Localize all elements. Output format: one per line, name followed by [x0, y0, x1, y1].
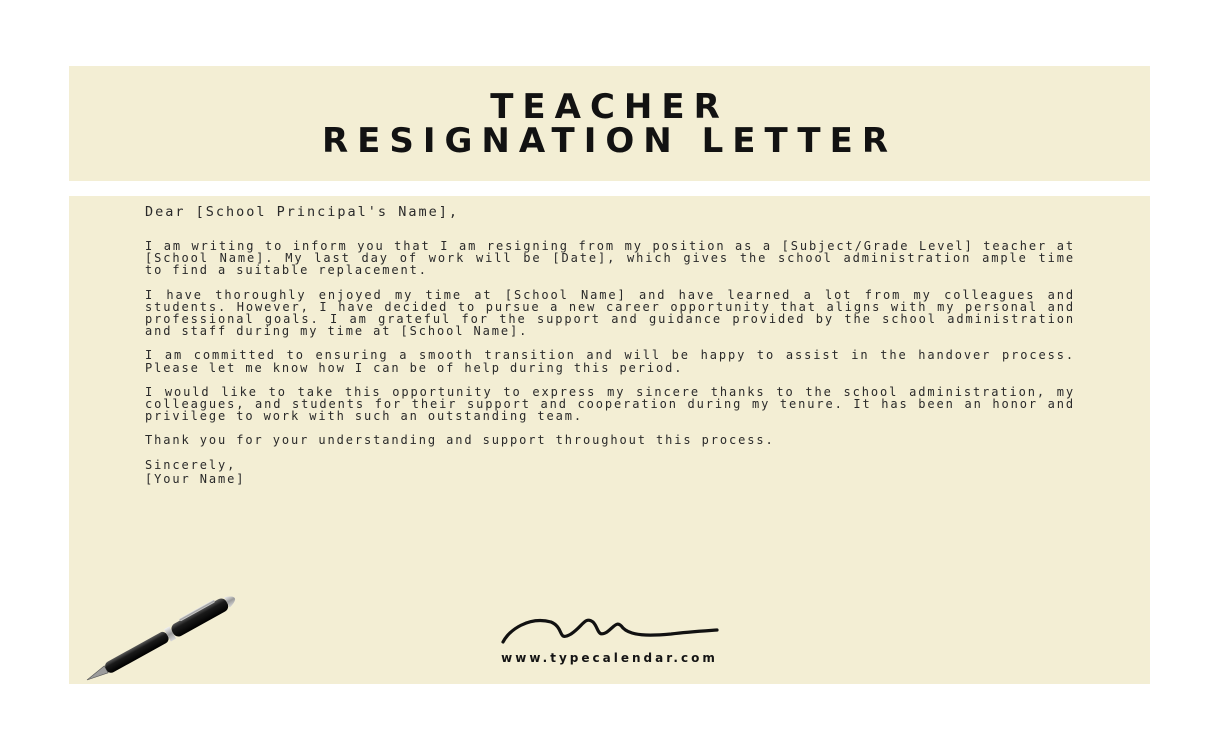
letter-panel — [69, 196, 1150, 684]
paragraph-3: I am committed to ensuring a smooth transition and will be happy to assist in the handover process. Please let me know how I can be of help during this period. — [145, 348, 1075, 375]
salutation: Dear [School Principal's Name], — [145, 204, 459, 220]
website-link[interactable]: www.typecalendar.com — [501, 651, 718, 665]
title-line-1: TEACHER — [490, 87, 729, 127]
paragraph-1: I am writing to inform you that I am resigning from my position as a [Subject/Grade Level] teacher at [School Name]. My last day of work will be [Date], which gives the school administration ample time to find a suitable replacement. — [145, 239, 1075, 278]
signoff-name: [Your Name] — [145, 471, 246, 486]
fountain-pen-icon — [81, 580, 261, 686]
paragraph-2: I have thoroughly enjoyed my time at [School Name] and have learned a lot from my colleagues and students. However, I have decided to pursue a new career opportunity that aligns with my personal and professional goals. I am grateful for the support and guidance provided by the school administration and staff during my time at [School Name]. — [145, 287, 1075, 339]
signature-scribble — [499, 606, 719, 646]
paragraph-4: I would like to take this opportunity to express my sincere thanks to the school administration, my colleagues, and students for their support and cooperation during my tenure. It has been an honor and privilege to work with such an outstanding team. — [145, 384, 1075, 424]
paragraph-5: Thank you for your understanding and support throughout this process. — [145, 433, 775, 448]
title-banner — [69, 66, 1150, 181]
closing: Sincerely, — [145, 457, 237, 472]
title-line-2: RESIGNATION LETTER — [321, 121, 898, 161]
letter-body — [145, 204, 1075, 485]
